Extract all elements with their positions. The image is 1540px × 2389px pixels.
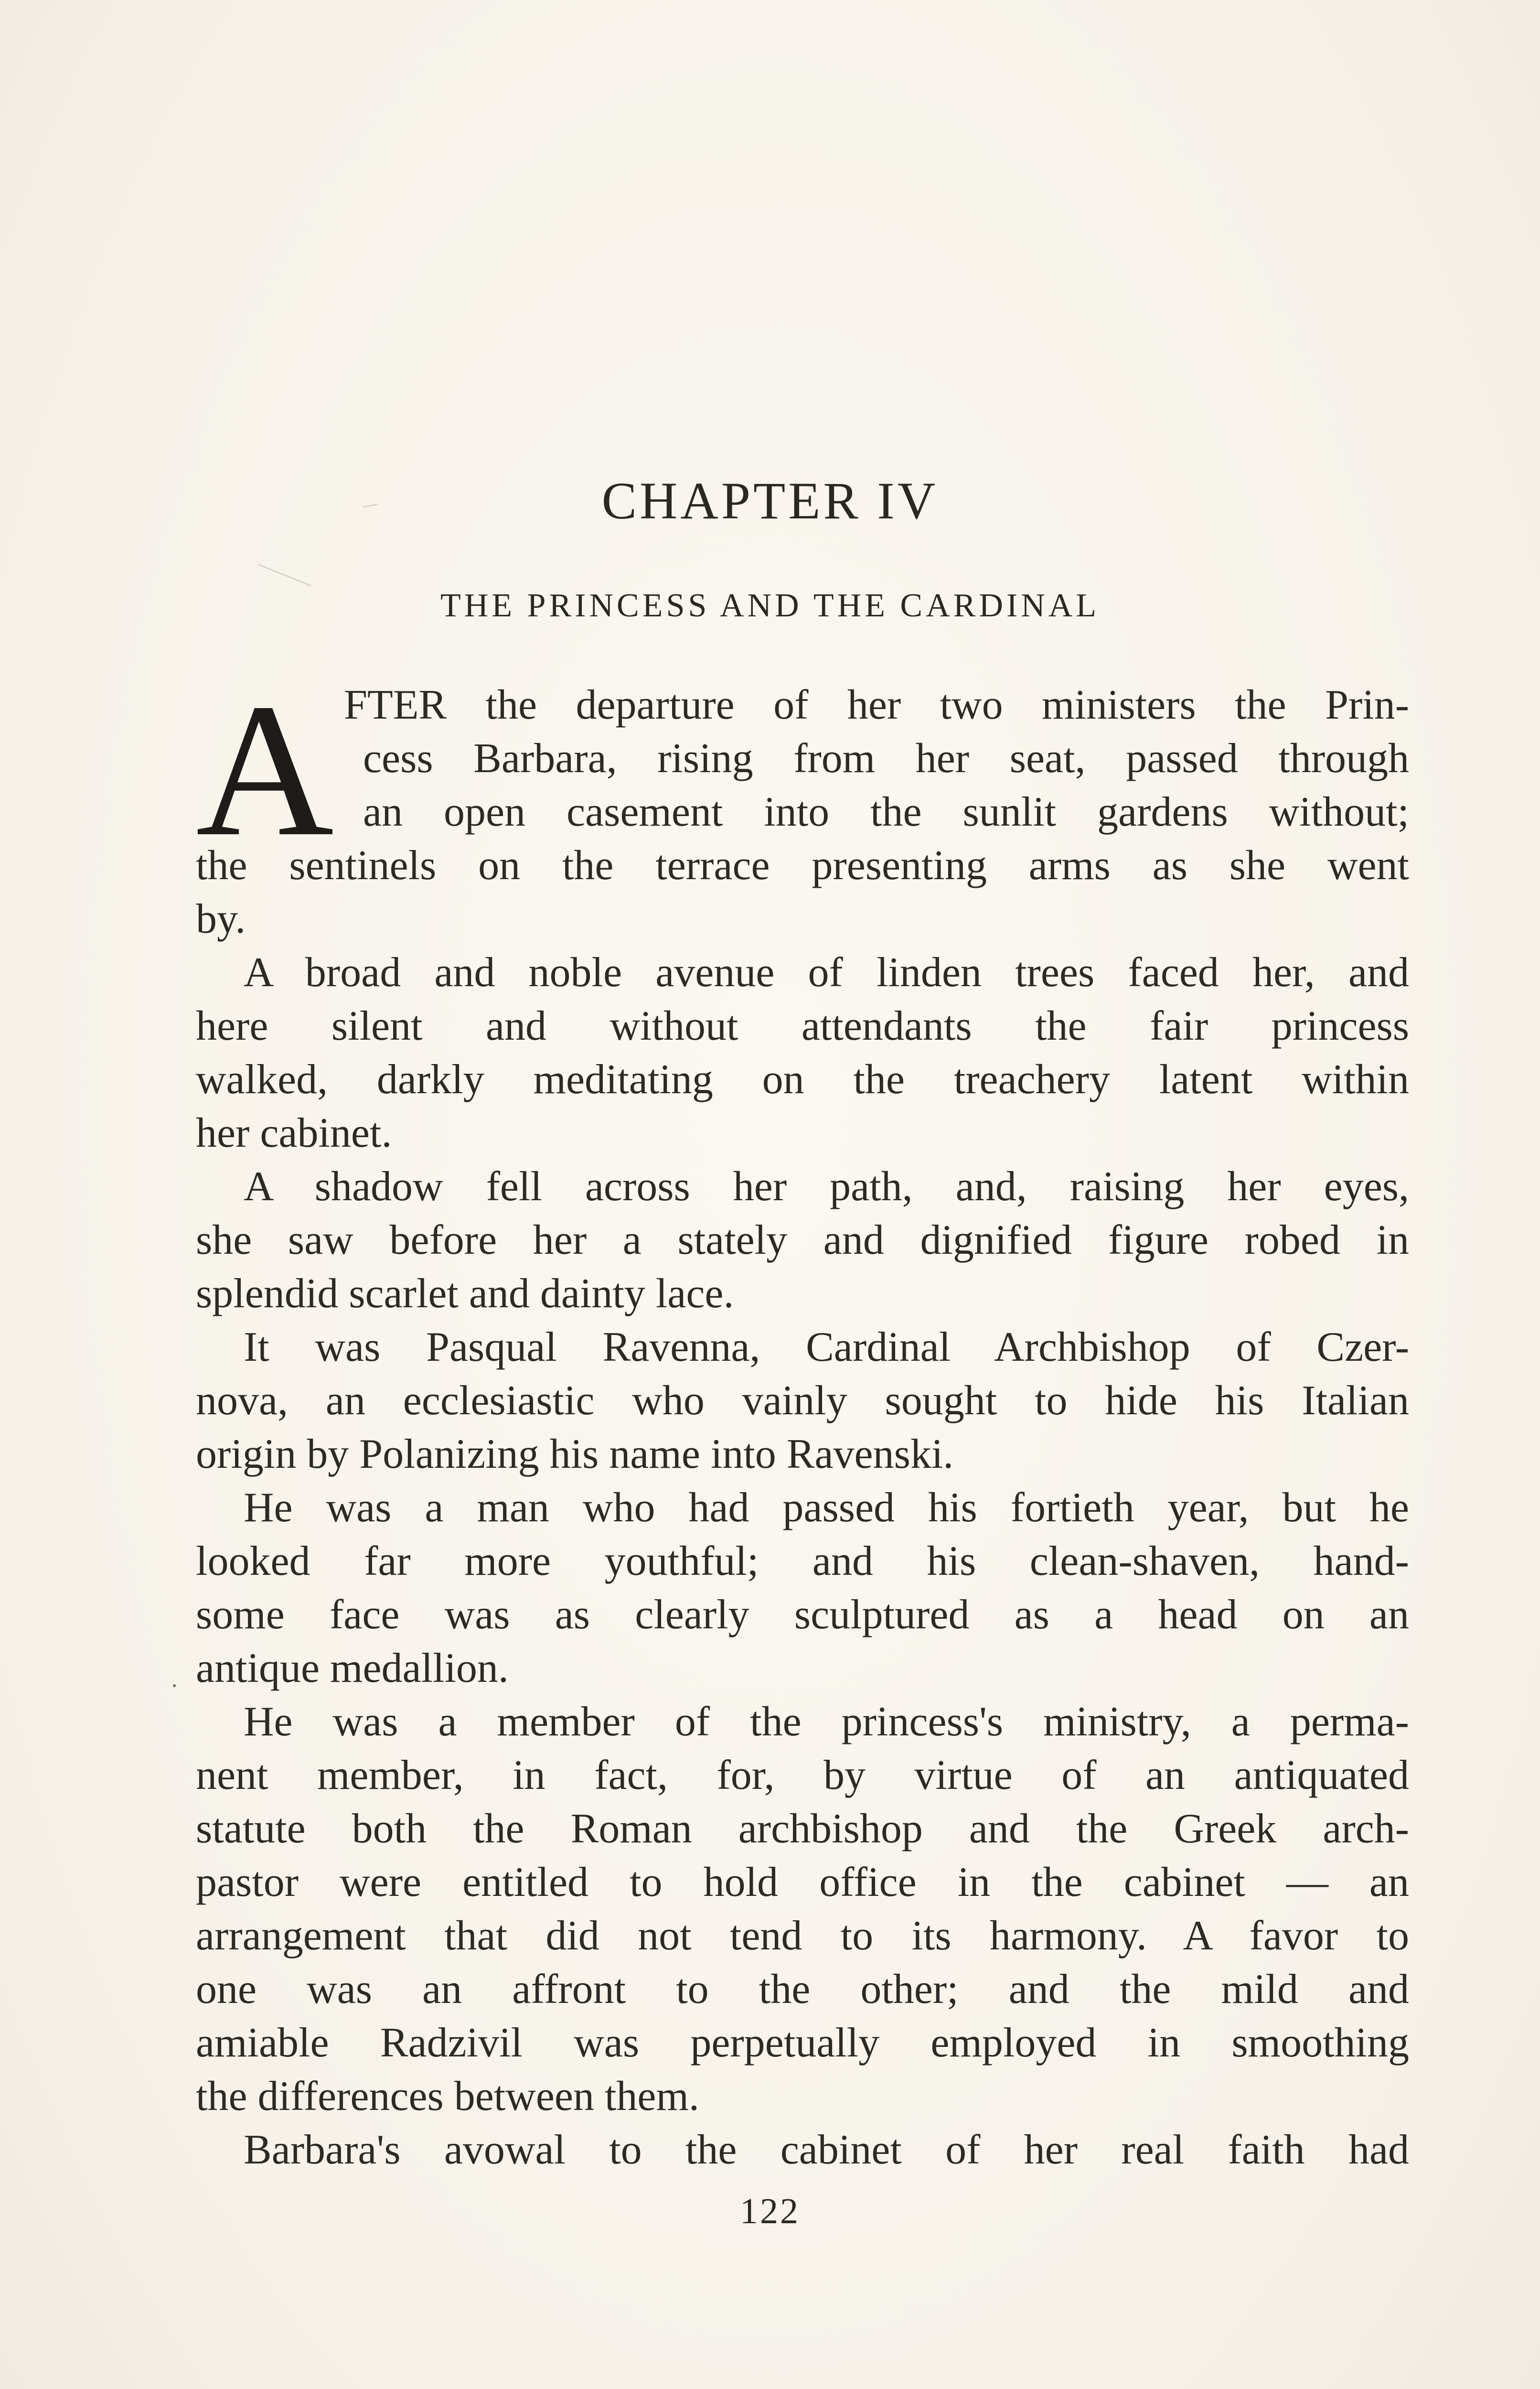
text-line: the sentinels on the terrace presenting arms as she went — [196, 842, 1409, 889]
text-line: amiable Radzivil was perpetually employed in smoothing — [196, 2020, 1409, 2066]
chapter-title: CHAPTER IV — [601, 472, 939, 530]
text-line: her cabinet. — [196, 1110, 392, 1156]
text-line: arrangement that did not tend to its harmony. A favor to — [196, 1913, 1409, 1959]
text-line: walked, darkly meditating on the treachery latent within — [196, 1056, 1409, 1103]
text-line: statute both the Roman archbishop and the Greek arch- — [196, 1806, 1409, 1852]
text-line: an open casement into the sunlit gardens without; — [363, 789, 1409, 835]
text-line: He was a man who had passed his fortieth year, but he — [244, 1485, 1409, 1531]
text-line: by. — [196, 896, 246, 942]
text-line: some face was as clearly sculptured as a head on an — [196, 1592, 1409, 1638]
text-line: the differences between them. — [196, 2073, 699, 2120]
text-line: A broad and noble avenue of linden trees faced her, and — [244, 949, 1409, 996]
text-line: FTER the departure of her two ministers the Prin- — [344, 682, 1409, 728]
text-line: A shadow fell across her path, and, raising her eyes, — [244, 1163, 1409, 1210]
page-number: 122 — [740, 2191, 800, 2231]
text-line: pastor were entitled to hold office in the cabinet — an — [196, 1859, 1409, 1905]
paper-speck — [173, 1684, 176, 1687]
chapter-subtitle: THE PRINCESS AND THE CARDINAL — [440, 587, 1100, 624]
text-line: nova, an ecclesiastic who vainly sought to hide his Italian — [196, 1377, 1409, 1424]
text-line: nent member, in fact, for, by virtue of an antiquated — [196, 1752, 1409, 1798]
text-line: she saw before her a stately and dignified figure robed in — [196, 1217, 1409, 1263]
text-line: splendid scarlet and dainty lace. — [196, 1270, 734, 1317]
text-line: one was an affront to the other; and the mild and — [196, 1966, 1409, 2012]
text-line: looked far more youthful; and his clean-shaven, hand- — [196, 1538, 1409, 1584]
text-line: antique medallion. — [196, 1645, 509, 1691]
body-text — [196, 678, 1409, 2177]
text-line: origin by Polanizing his name into Ravenski. — [196, 1431, 954, 1477]
text-line: He was a member of the princess's ministry, a perma- — [244, 1699, 1409, 1745]
text-line: here silent and without attendants the fair princess — [196, 1003, 1409, 1049]
text-line: Barbara's avowal to the cabinet of her real faith had — [244, 2127, 1409, 2173]
text-line: cess Barbara, rising from her seat, passed through — [363, 735, 1409, 782]
text-line: It was Pasqual Ravenna, Cardinal Archbishop of Czer- — [244, 1324, 1409, 1370]
paper-mark — [258, 564, 311, 586]
drop-cap: A — [196, 664, 334, 876]
